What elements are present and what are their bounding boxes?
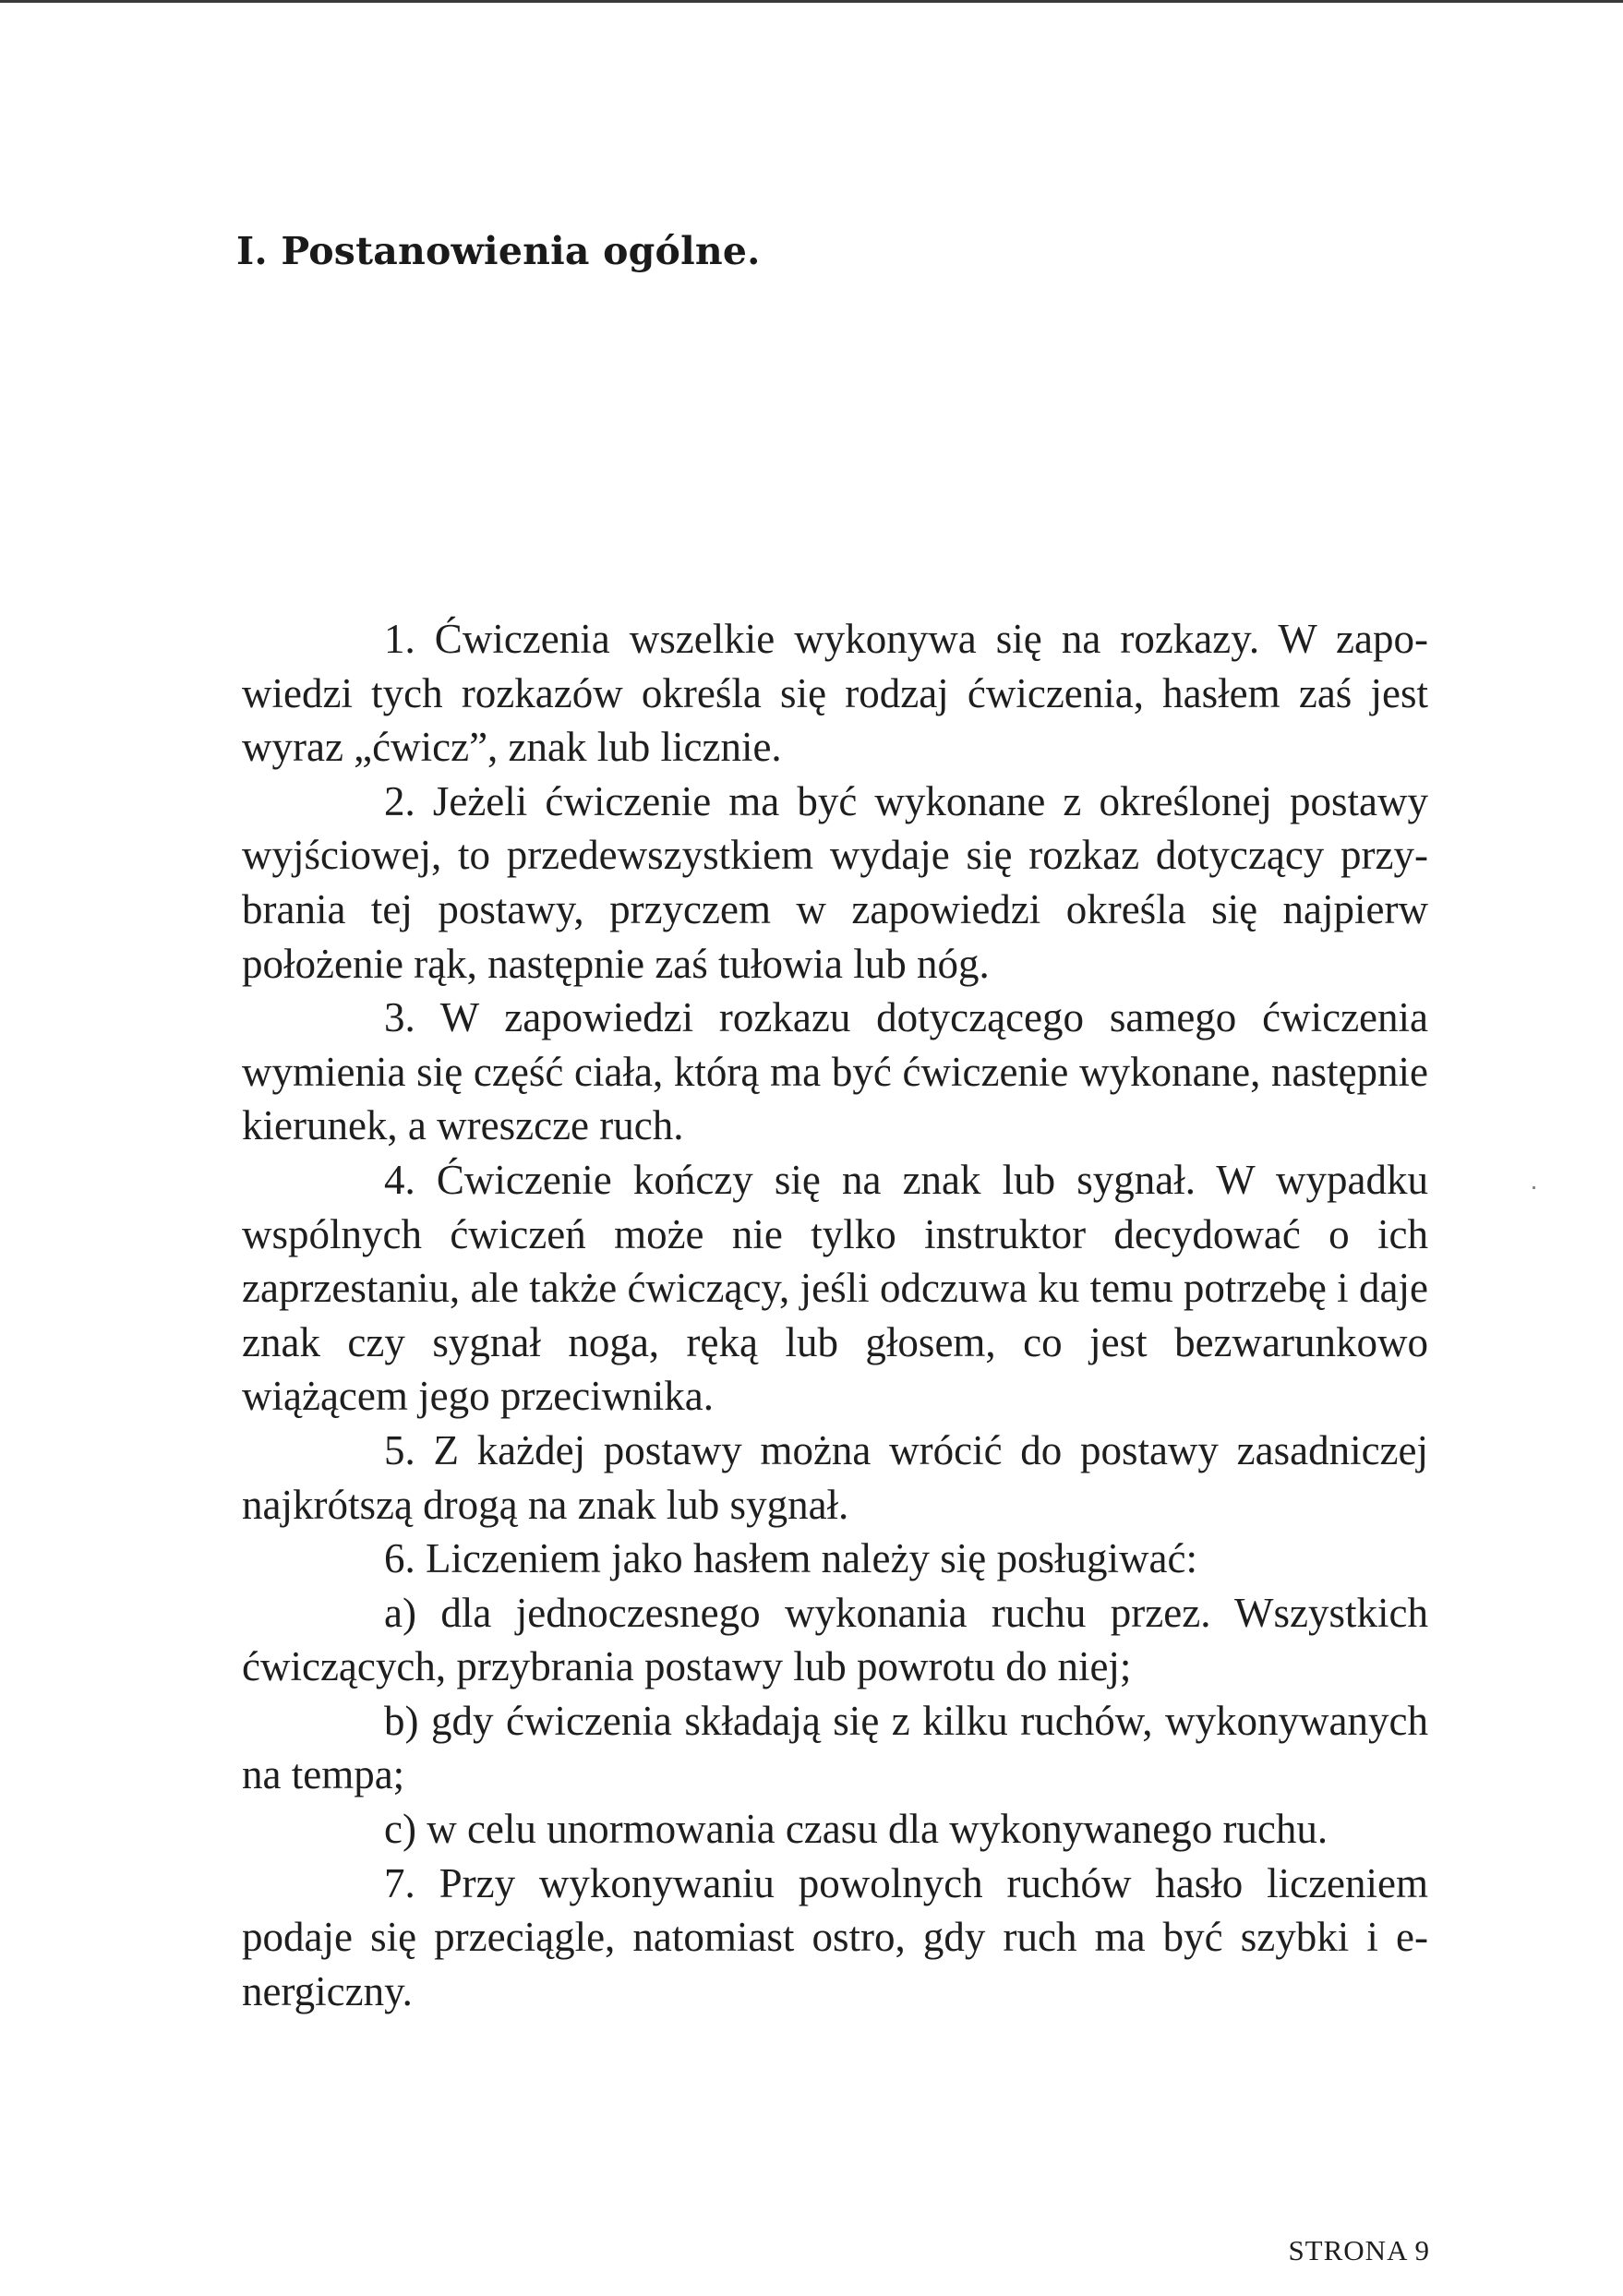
body-text xyxy=(242,612,1428,2018)
top-border-line xyxy=(0,0,1623,3)
paragraph-6c: c) w celu unormowania czasu dla wykonywanego ruchu. xyxy=(384,1806,1328,1853)
paragraph-6b: b) gdy ćwiczenia składają się z kilku ruchów, wykonywanych na tempa; xyxy=(242,1697,1428,1798)
paragraph-5: 5. Z każdej postawy można wrócić do postawy zasadniczej najkrótszą drogą na znak lub sygnał. xyxy=(242,1426,1428,1528)
section-heading: I. Postanowienia ogólne. xyxy=(236,229,761,273)
paragraph-7: 7. Przy wykonywaniu powolnych ruchów hasło liczeniem podaje się przeciągle, natomiast ostro, gdy ruch ma być szybki i energiczny. xyxy=(242,1859,1428,2014)
paragraph-6a: a) dla jednoczesnego wykonania ruchu przez. Wszystkich ćwiczących, przybrania postawy lub powrotu do niej; xyxy=(242,1589,1428,1690)
scan-dust-mark xyxy=(1533,1186,1535,1189)
paragraph-3: 3. W zapowiedzi rozkazu dotyczącego samego ćwiczenia wymienia się część ciała, którą ma być ćwiczenie wykonane, następnie kierunek, a wreszcze ruch. xyxy=(242,994,1428,1149)
page-number: STRONA 9 xyxy=(1288,2234,1430,2266)
paragraph-1: 1. Ćwiczenia wszelkie wykonywa się na rozkazy. W zapowiedzi tych rozkazów określa się rodzaj ćwiczenia, hasłem zaś jest wyraz „ćwicz”, znak lub licznie. xyxy=(242,616,1428,771)
paragraph-2: 2. Jeżeli ćwiczenie ma być wykonane z określonej postawy wyjściowej, to przedewszystkiem wydaje się rozkaz dotyczący przybrania tej postawy, przyczem w zapowiedzi określa się najpierw położenie rąk, następnie zaś tułowia lub nóg. xyxy=(242,777,1428,987)
paragraph-4: 4. Ćwiczenie kończy się na znak lub sygnał. W wypadku wspólnych ćwiczeń może nie tylko instruktor decydować o ich zaprzestaniu, ale także ćwiczący, jeśli odczuwa ku temu potrzebę i daje znak czy sygnał noga, ręką lub głosem, co jest bezwarunkowo wiążącem jego przeciwnika. xyxy=(242,1156,1428,1420)
paragraph-6: 6. Liczeniem jako hasłem należy się posługiwać: xyxy=(384,1535,1197,1582)
